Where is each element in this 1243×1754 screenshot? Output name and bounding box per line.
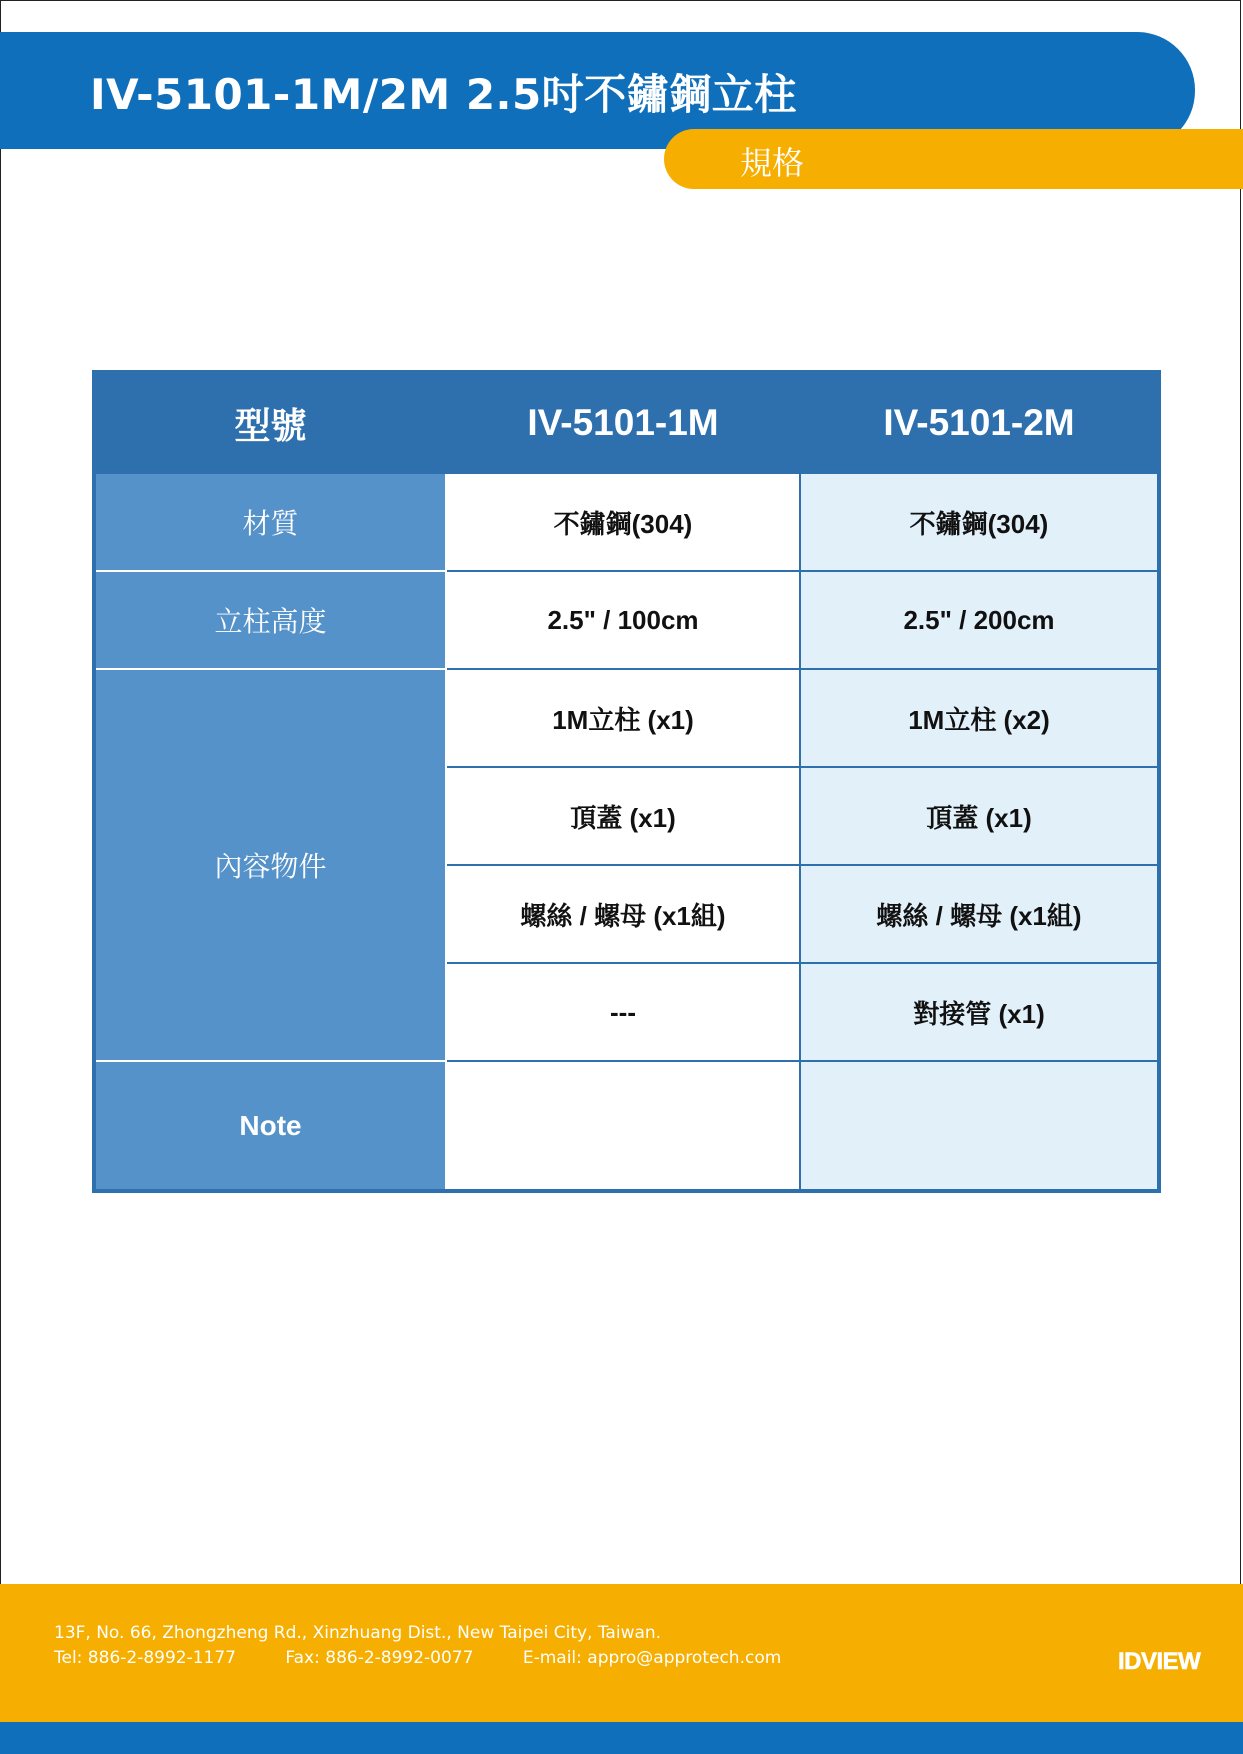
cell-contents-1m: 1M立柱 (x1) <box>446 669 800 767</box>
spec-table <box>92 370 1161 1193</box>
subtitle-label: 規格 <box>740 144 805 182</box>
header-iv-5101-1m: IV-5101-1M <box>446 372 800 473</box>
row-label-height: 立柱高度 <box>94 571 446 669</box>
cell-contents-1m: --- <box>446 963 800 1061</box>
cell-note-1m <box>446 1061 800 1191</box>
header-iv-5101-2m: IV-5101-2M <box>800 372 1159 473</box>
cell-note-2m <box>800 1061 1159 1191</box>
cell-contents-2m: 頂蓋 (x1) <box>800 767 1159 865</box>
row-label-material: 材質 <box>94 473 446 571</box>
brand-logo: IDVIEW <box>1118 1648 1201 1675</box>
footer-tel: Tel: 886-2-8992-1177 <box>54 1648 237 1668</box>
cell-material-2m: 不鏽鋼(304) <box>800 473 1159 571</box>
table-row-contents-1 <box>94 669 1159 767</box>
cell-material-1m: 不鏽鋼(304) <box>446 473 800 571</box>
footer-fax: Fax: 886-2-8992-0077 <box>285 1648 474 1668</box>
row-label-contents: 內容物件 <box>94 669 446 1061</box>
footer-bottom-stripe <box>0 1722 1243 1754</box>
page-title: IV-5101-1M/2M 2.5吋不鏽鋼立柱 <box>90 70 797 119</box>
cell-height-1m: 2.5" / 100cm <box>446 571 800 669</box>
cell-contents-1m: 頂蓋 (x1) <box>446 767 800 865</box>
table-header-row <box>94 372 1159 473</box>
cell-contents-2m: 1M立柱 (x2) <box>800 669 1159 767</box>
table-row-note <box>94 1061 1159 1191</box>
header-model: 型號 <box>94 372 446 473</box>
footer-email: E-mail: appro@approtech.com <box>522 1648 782 1668</box>
table-row-height <box>94 571 1159 669</box>
cell-contents-1m: 螺絲 / 螺母 (x1組) <box>446 865 800 963</box>
table-row-material <box>94 473 1159 571</box>
footer-contact <box>54 1648 825 1668</box>
cell-contents-2m: 對接管 (x1) <box>800 963 1159 1061</box>
cell-contents-2m: 螺絲 / 螺母 (x1組) <box>800 865 1159 963</box>
row-label-note: Note <box>94 1061 446 1191</box>
cell-height-2m: 2.5" / 200cm <box>800 571 1159 669</box>
footer-address: 13F, No. 66, Zhongzheng Rd., Xinzhuang Dist., New Taipei City, Taiwan. <box>54 1623 662 1643</box>
